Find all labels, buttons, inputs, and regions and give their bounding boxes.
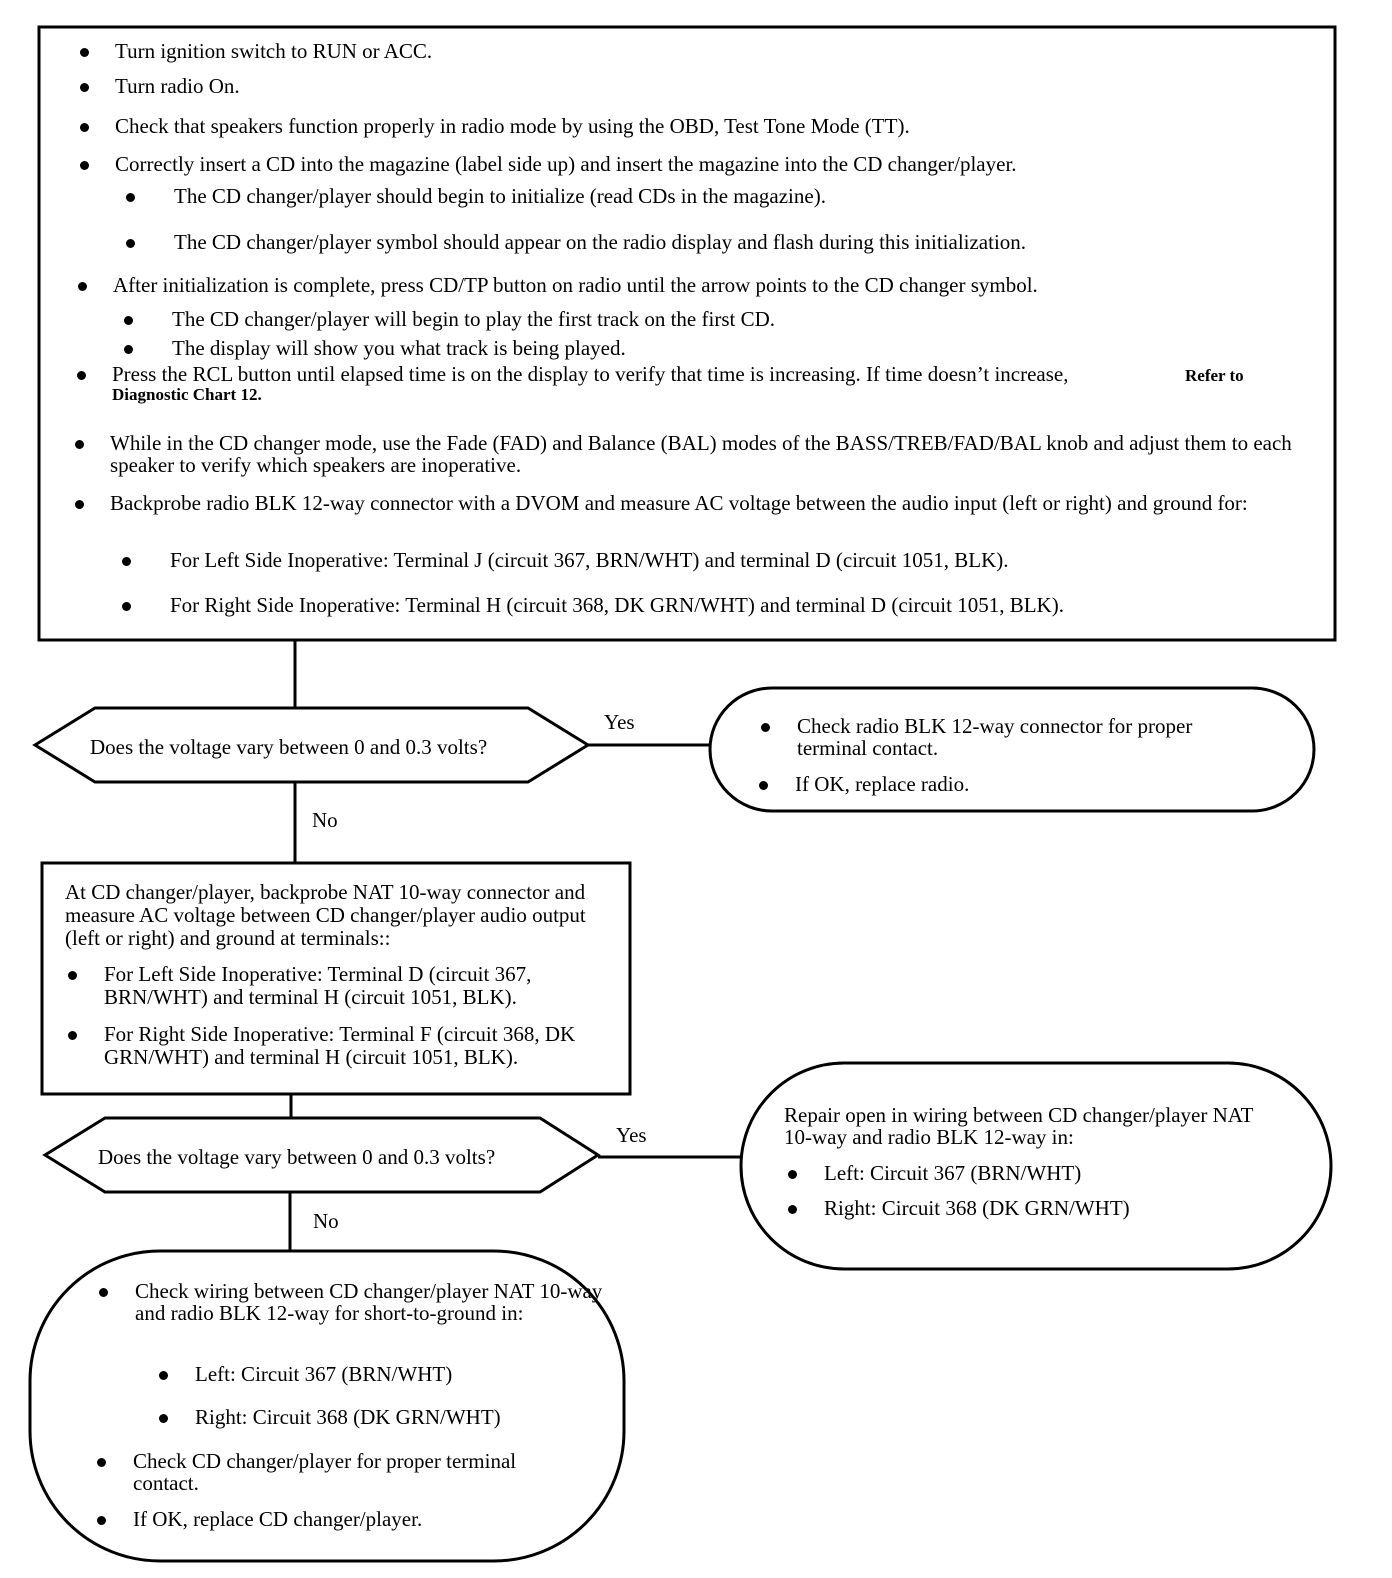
list-item: Turn ignition switch to RUN or ACC. [115,39,433,63]
list-item: Correctly insert a CD into the magazine (label side up) and insert the magazine into the CD changer/player. [115,152,1017,176]
list-item: Left: Circuit 367 (BRN/WHT) [824,1161,1082,1185]
list-item: The CD changer/player will begin to play the first track on the first CD. [172,307,776,331]
top-instruction-box [38,26,1335,641]
backprobe-nat-box [41,862,631,1095]
decision1-no-label: No [312,808,338,832]
list-item [112,362,1244,404]
list-item: If OK, replace CD changer/player. [133,1507,423,1531]
list-item: For Left Side Inoperative: Terminal D (circuit 367, BRN/WHT) and terminal H (circuit 1051, BLK). [104,963,594,1009]
chart-reference: Diagnostic Chart 12. [112,385,262,404]
decision1-question: Does the voltage vary between 0 and 0.3 volts? [90,735,488,759]
decision2-yes-label: Yes [616,1123,647,1147]
list-item: For Right Side Inoperative: Terminal H (circuit 368, DK GRN/WHT) and terminal D (circuit 1051, BLK). [170,593,1064,617]
box2-intro: At CD changer/player, backprobe NAT 10-way connector and measure AC voltage between CD changer/player audio output (left or right) and ground at terminals:: [65,880,586,950]
list-item: Turn radio On. [115,74,240,98]
result1-content [709,687,1315,812]
result2-intro: Repair open in wiring between CD changer/player NAT 10-way and radio BLK 12-way in: [784,1103,1254,1149]
chart-reference: Refer to [1185,366,1244,385]
list-item: For Right Side Inoperative: Terminal F (circuit 368, DK GRN/WHT) and terminal H (circuit 1051, BLK). [104,1023,614,1069]
list-item: Right: Circuit 368 (DK GRN/WHT) [195,1405,501,1429]
list-item: The display will show you what track is being played. [172,336,626,360]
decision1-yes-label: Yes [604,710,635,734]
list-item: For Left Side Inoperative: Terminal J (circuit 367, BRN/WHT) and terminal D (circuit 1051, BLK). [170,548,1009,572]
decision2-no-label: No [313,1209,339,1233]
list-item: Left: Circuit 367 (BRN/WHT) [195,1362,453,1386]
list-item: Right: Circuit 368 (DK GRN/WHT) [824,1196,1130,1220]
list-item: The CD changer/player symbol should appear on the radio display and flash during this initialization. [174,230,1027,254]
list-item: The CD changer/player should begin to initialize (read CDs in the magazine). [174,184,826,208]
list-item: Check that speakers function properly in radio mode by using the OBD, Test Tone Mode (TT). [115,114,910,138]
result3-content [29,1250,625,1562]
list-item: After initialization is complete, press CD/TP button on radio until the arrow points to the CD changer symbol. [113,273,1038,297]
list-item: Backprobe radio BLK 12-way connector with a DVOM and measure AC voltage between the audio input (left or right) and ground for: [110,492,1310,514]
list-item: Check wiring between CD changer/player NAT 10-way and radio BLK 12-way for short-to-ground in: [135,1280,615,1324]
decision2-question: Does the voltage vary between 0 and 0.3 volts? [98,1145,496,1169]
list-item: Check CD changer/player for proper terminal contact. [133,1450,583,1494]
list-item: Check radio BLK 12-way connector for proper terminal contact. [797,715,1267,759]
result2-content [740,1062,1332,1270]
list-item: While in the CD changer mode, use the Fade (FAD) and Balance (BAL) modes of the BASS/TREB/FAD/BAL knob and adjust them to each speaker to verify which speakers are inoperative. [110,432,1325,476]
rcl-instruction-text: Press the RCL button until elapsed time is on the display to verify that time is increasing. If time doesn’t increase, [112,362,1069,386]
list-item: If OK, replace radio. [795,772,970,796]
